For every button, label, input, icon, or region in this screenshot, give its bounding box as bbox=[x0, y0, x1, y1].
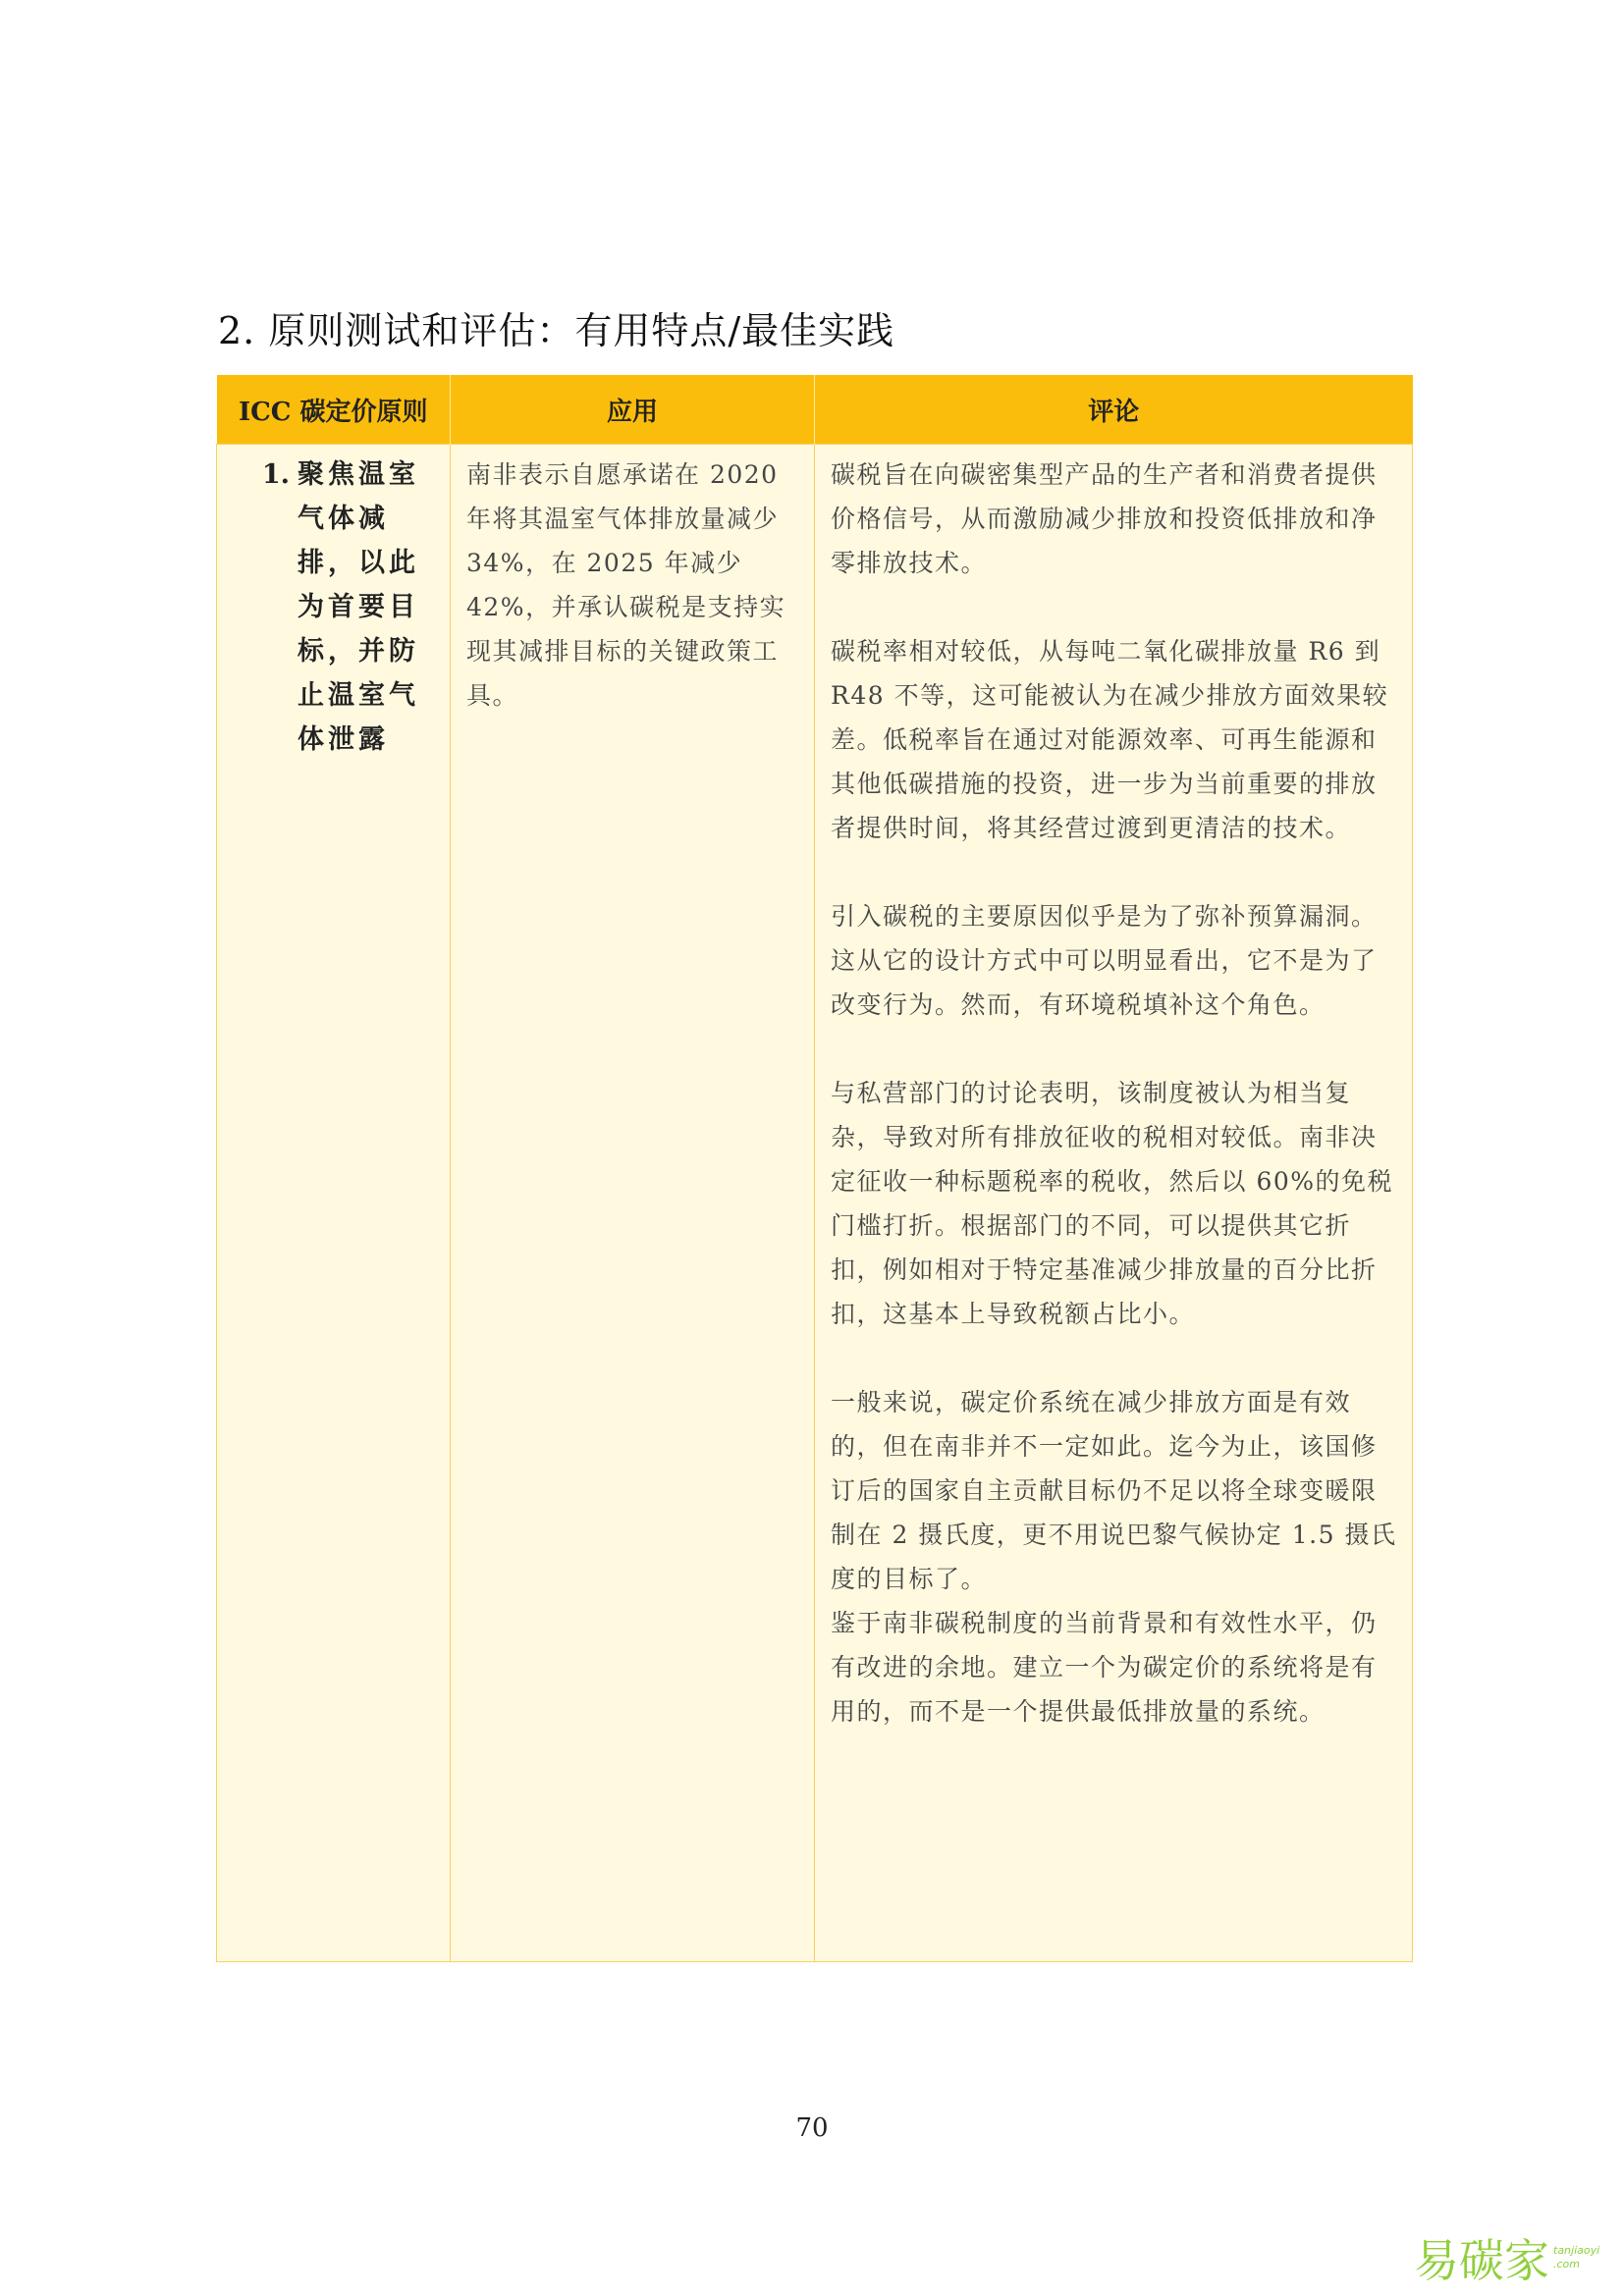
watermark-domain-tld: .com bbox=[1553, 2258, 1580, 2270]
section-title: 2. 原则测试和评估：有用特点/最佳实践 bbox=[218, 309, 895, 352]
application-cell bbox=[451, 445, 815, 1962]
principle-text: 聚焦温室气体减排，以此为首要目标，并防止温室气体泄露 bbox=[298, 459, 419, 755]
application-text: 南非表示自愿承诺在 2020 年将其温室气体排放量减少 34%，在 2025 年减少 42%，并承认碳税是支持实现其减排目标的关键政策工具。 bbox=[466, 460, 786, 710]
comment-paragraph: 碳税旨在向碳密集型产品的生产者和消费者提供价格信号，从而激励减少排放和投资低排放和净零排放技术。 bbox=[831, 460, 1378, 577]
comment-paragraph: 一般来说，碳定价系统在减少排放方面是有效的，但在南非并不一定如此。迄今为止，该国修订后的国家自主贡献目标仍不足以将全球变暖限制在 2 摄氏度，更不用说巴黎气候协定 1.5 摄氏度的目标了。 bbox=[831, 1388, 1397, 1593]
comment-paragraph: 引入碳税的主要原因似乎是为了弥补预算漏洞。这从它的设计方式中可以明显看出，它不是为了改变行为。然而，有环境税填补这个角色。 bbox=[831, 902, 1378, 1019]
header-comments: 评论 bbox=[815, 375, 1413, 445]
watermark-brand: 易碳家 bbox=[1414, 2234, 1549, 2287]
header-application: 应用 bbox=[451, 375, 815, 445]
principles-table bbox=[216, 375, 1413, 1962]
comments-cell bbox=[815, 445, 1413, 1962]
principle-cell bbox=[217, 445, 451, 1962]
header-principle: ICC 碳定价原则 bbox=[217, 375, 451, 445]
principle-number: 1. bbox=[261, 459, 290, 490]
table-header-row bbox=[217, 375, 1413, 445]
watermark-domain-name: tanjiaoyi bbox=[1553, 2244, 1600, 2257]
comment-paragraph: 碳税率相对较低，从每吨二氧化碳排放量 R6 到 R48 不等，这可能被认为在减少排放方面效果较差。低税率旨在通过对能源效率、可再生能源和其他低碳措施的投资，进一步为当前重要的排放者提供时间，将其经营过渡到更清洁的技术。 bbox=[831, 637, 1389, 842]
comment-paragraph: 鉴于南非碳税制度的当前背景和有效性水平，仍有改进的余地。建立一个为碳定价的系统将是有用的，而不是一个提供最低排放量的系统。 bbox=[831, 1609, 1378, 1726]
comment-paragraph: 与私营部门的讨论表明，该制度被认为相当复杂，导致对所有排放征收的税相对较低。南非决定征收一种标题税率的税收，然后以 60%的免税门槛打折。根据部门的不同，可以提供其它折扣，例如相对于特定基准减少排放量的百分比折扣，这基本上导致税额占比小。 bbox=[831, 1079, 1394, 1328]
principle-item bbox=[233, 453, 436, 762]
watermark-logo bbox=[1414, 2228, 1610, 2287]
table-row bbox=[217, 445, 1413, 1962]
watermark-domain bbox=[1553, 2244, 1599, 2271]
page-number: 70 bbox=[795, 2113, 829, 2143]
